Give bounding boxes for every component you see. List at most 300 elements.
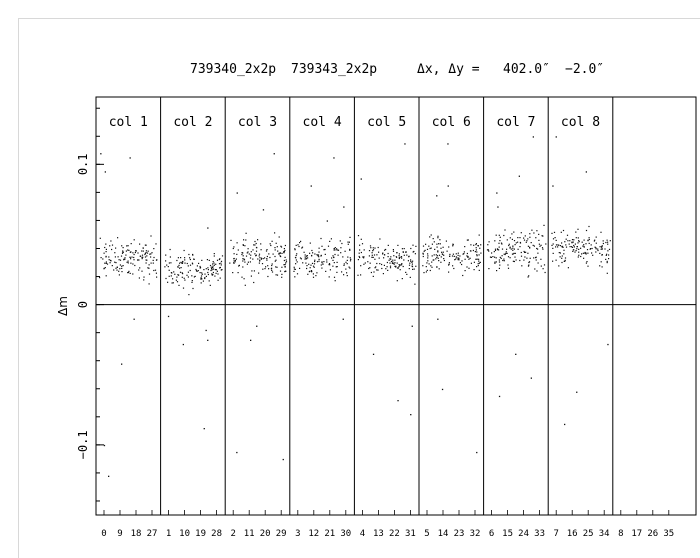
x-tick-label: 13 — [372, 529, 384, 539]
x-tick-label: 16 — [566, 529, 578, 539]
data-point — [587, 249, 588, 250]
data-point — [304, 252, 305, 253]
data-point — [235, 260, 236, 261]
data-point — [560, 256, 561, 257]
data-point — [461, 260, 462, 261]
data-point — [346, 272, 347, 273]
data-point — [551, 233, 552, 234]
data-point — [259, 255, 260, 256]
data-point — [184, 263, 185, 264]
data-point — [437, 251, 438, 252]
outlier-point — [343, 319, 344, 320]
data-point — [384, 250, 385, 251]
data-point — [432, 255, 433, 256]
data-point — [294, 248, 295, 249]
data-point — [449, 262, 450, 263]
data-point — [436, 254, 437, 255]
data-point — [561, 258, 562, 259]
panel-label: col 6 — [431, 115, 471, 130]
data-point — [600, 232, 601, 233]
data-point — [311, 271, 312, 272]
data-point — [467, 253, 468, 254]
data-point — [208, 274, 209, 275]
data-point — [323, 249, 324, 250]
data-point — [259, 257, 260, 258]
data-point — [172, 282, 173, 283]
data-point — [347, 257, 348, 258]
data-point — [437, 255, 438, 256]
data-point — [390, 256, 391, 257]
data-point — [261, 249, 262, 250]
data-point — [479, 254, 480, 255]
data-point — [468, 268, 469, 269]
data-point — [244, 278, 245, 279]
data-point — [393, 251, 394, 252]
data-point — [266, 250, 267, 251]
data-point — [306, 268, 307, 269]
outlier-point — [476, 452, 477, 453]
data-point — [578, 240, 579, 241]
data-point — [511, 233, 512, 234]
data-point — [428, 246, 429, 247]
data-point — [385, 268, 386, 269]
image-b-label: 739343_2x2p — [291, 62, 378, 77]
data-point — [570, 246, 571, 247]
data-point — [536, 230, 537, 231]
data-point — [455, 259, 456, 260]
data-point — [139, 277, 140, 278]
outlier-point — [204, 428, 205, 429]
data-point — [384, 254, 385, 255]
x-tick-label: 35 — [663, 529, 675, 539]
data-point — [568, 267, 569, 268]
data-point — [283, 252, 284, 253]
data-point — [299, 242, 300, 243]
data-point — [408, 260, 409, 261]
data-point — [537, 249, 538, 250]
data-point — [213, 269, 214, 270]
data-point — [117, 267, 118, 268]
data-point — [212, 266, 213, 267]
data-point — [465, 259, 466, 260]
data-point — [529, 247, 530, 248]
data-point — [201, 282, 202, 283]
data-point — [141, 250, 142, 251]
data-point — [340, 240, 341, 241]
data-point — [412, 264, 413, 265]
data-point — [494, 263, 495, 264]
data-point — [243, 245, 244, 246]
data-point — [150, 235, 151, 236]
data-point — [543, 225, 544, 226]
data-point — [369, 267, 370, 268]
data-point — [192, 288, 193, 289]
data-point — [359, 253, 360, 254]
data-point — [510, 257, 511, 258]
data-point — [461, 264, 462, 265]
data-point — [566, 247, 567, 248]
data-point — [274, 232, 275, 233]
data-point — [130, 273, 131, 274]
data-point — [524, 240, 525, 241]
data-point — [253, 244, 254, 245]
data-point — [105, 244, 106, 245]
data-point — [284, 260, 285, 261]
data-point — [506, 251, 507, 252]
data-point — [456, 256, 457, 257]
data-point — [479, 270, 480, 271]
data-point — [487, 249, 488, 250]
outlier-point — [343, 206, 344, 207]
data-point — [447, 251, 448, 252]
data-point — [178, 265, 179, 266]
data-point — [494, 262, 495, 263]
data-point — [266, 260, 267, 261]
x-tick-label: 31 — [404, 529, 416, 539]
data-point — [257, 258, 258, 259]
data-point — [520, 242, 521, 243]
outlier-point — [586, 171, 587, 172]
data-point — [427, 270, 428, 271]
outlier-point — [373, 354, 374, 355]
data-point — [251, 251, 252, 252]
data-point — [277, 251, 278, 252]
outlier-point — [436, 195, 437, 196]
data-point — [402, 278, 403, 279]
data-point — [230, 240, 231, 241]
data-point — [524, 251, 525, 252]
data-point — [110, 260, 111, 261]
data-point — [123, 265, 124, 266]
data-point — [201, 275, 202, 276]
data-point — [247, 252, 248, 253]
data-point — [134, 265, 135, 266]
data-point — [169, 270, 170, 271]
panel-label: col 8 — [560, 115, 601, 130]
data-point — [197, 271, 198, 272]
data-point — [190, 265, 191, 266]
data-point — [440, 243, 441, 244]
data-point — [214, 276, 215, 277]
data-point — [213, 272, 214, 273]
data-point — [143, 251, 144, 252]
data-point — [535, 237, 536, 238]
data-point — [399, 264, 400, 265]
data-point — [297, 261, 298, 262]
data-point — [188, 254, 189, 255]
data-point — [514, 249, 515, 250]
x-tick-label: 26 — [647, 529, 659, 539]
data-point — [359, 257, 360, 258]
panel-label: col 7 — [496, 115, 536, 130]
data-point — [515, 253, 516, 254]
data-point — [193, 259, 194, 260]
data-point — [538, 262, 539, 263]
outlier-point — [105, 171, 106, 172]
outlier-point — [447, 143, 448, 144]
data-point — [344, 263, 345, 264]
data-point — [587, 266, 588, 267]
data-point — [126, 245, 127, 246]
data-point — [168, 266, 169, 267]
data-point — [313, 273, 314, 274]
x-tick-label: 15 — [502, 529, 514, 539]
data-point — [260, 243, 261, 244]
data-point — [500, 237, 501, 238]
data-point — [398, 267, 399, 268]
data-point — [127, 262, 128, 263]
data-point — [321, 262, 322, 263]
data-point — [525, 235, 526, 236]
data-point — [165, 260, 166, 261]
data-point — [262, 269, 263, 270]
data-point — [334, 277, 335, 278]
data-point — [203, 269, 204, 270]
data-point — [121, 271, 122, 272]
data-point — [182, 263, 183, 264]
data-point — [452, 265, 453, 266]
data-point — [384, 265, 385, 266]
data-point — [207, 272, 208, 273]
data-point — [242, 258, 243, 259]
data-point — [145, 256, 146, 257]
data-point — [232, 272, 233, 273]
data-point — [309, 253, 310, 254]
data-point — [431, 267, 432, 268]
data-point — [478, 245, 479, 246]
x-tick-label: 21 — [324, 529, 336, 539]
data-point — [414, 284, 415, 285]
data-point — [574, 246, 575, 247]
data-point — [234, 263, 235, 264]
data-point — [397, 263, 398, 264]
data-point — [573, 249, 574, 250]
data-point — [393, 255, 394, 256]
data-point — [128, 245, 129, 246]
data-point — [506, 249, 507, 250]
data-point — [188, 276, 189, 277]
data-point — [527, 238, 528, 239]
outlier-point — [437, 319, 438, 320]
data-point — [312, 263, 313, 264]
data-point — [452, 244, 453, 245]
data-point — [348, 244, 349, 245]
data-point — [396, 252, 397, 253]
data-point — [430, 248, 431, 249]
data-point — [488, 251, 489, 252]
data-point — [478, 261, 479, 262]
data-point — [109, 259, 110, 260]
data-point — [197, 265, 198, 266]
data-point — [248, 248, 249, 249]
data-point — [558, 245, 559, 246]
data-point — [329, 276, 330, 277]
data-point — [122, 252, 123, 253]
data-point — [130, 257, 131, 258]
data-point — [200, 272, 201, 273]
data-point — [109, 245, 110, 246]
data-point — [434, 254, 435, 255]
data-point — [313, 266, 314, 267]
data-point — [267, 256, 268, 257]
data-point — [605, 259, 606, 260]
data-point — [281, 253, 282, 254]
data-point — [244, 262, 245, 263]
data-point — [468, 259, 469, 260]
data-point — [607, 250, 608, 251]
data-point — [254, 270, 255, 271]
data-point — [379, 263, 380, 264]
data-point — [329, 264, 330, 265]
data-point — [510, 237, 511, 238]
outlier-point — [412, 326, 413, 327]
x-tick-label: 0 — [101, 529, 107, 539]
data-point — [213, 263, 214, 264]
data-point — [314, 263, 315, 264]
data-point — [569, 240, 570, 241]
data-point — [387, 262, 388, 263]
data-point — [137, 252, 138, 253]
outlier-point — [556, 136, 557, 137]
data-point — [219, 267, 220, 268]
data-point — [429, 236, 430, 237]
data-point — [115, 256, 116, 257]
data-point — [106, 261, 107, 262]
data-point — [212, 274, 213, 275]
data-point — [560, 245, 561, 246]
data-point — [338, 250, 339, 251]
data-point — [369, 255, 370, 256]
outlier-point — [256, 326, 257, 327]
data-point — [248, 262, 249, 263]
data-point — [181, 267, 182, 268]
data-point — [229, 263, 230, 264]
data-point — [310, 265, 311, 266]
data-point — [408, 256, 409, 257]
data-point — [576, 237, 577, 238]
data-point — [214, 265, 215, 266]
data-point — [378, 247, 379, 248]
data-point — [190, 270, 191, 271]
data-point — [313, 277, 314, 278]
outlier-point — [607, 344, 608, 345]
data-point — [602, 248, 603, 249]
data-point — [286, 259, 287, 260]
data-point — [277, 246, 278, 247]
data-point — [114, 262, 115, 263]
data-point — [115, 268, 116, 269]
data-point — [553, 243, 554, 244]
data-point — [581, 253, 582, 254]
data-point — [296, 259, 297, 260]
data-point — [265, 266, 266, 267]
data-point — [310, 243, 311, 244]
data-point — [526, 258, 527, 259]
data-point — [164, 266, 165, 267]
data-point — [278, 253, 279, 254]
data-point — [487, 244, 488, 245]
data-point — [582, 242, 583, 243]
data-point — [238, 265, 239, 266]
data-point — [507, 264, 508, 265]
data-point — [370, 263, 371, 264]
data-point — [474, 262, 475, 263]
data-point — [516, 259, 517, 260]
data-point — [513, 232, 514, 233]
data-point — [267, 276, 268, 277]
data-point — [412, 261, 413, 262]
data-point — [147, 267, 148, 268]
data-point — [262, 263, 263, 264]
data-point — [436, 267, 437, 268]
data-point — [269, 257, 270, 258]
data-point — [191, 282, 192, 283]
data-point — [365, 262, 366, 263]
data-point — [347, 260, 348, 261]
data-point — [322, 264, 323, 265]
data-point — [538, 240, 539, 241]
data-point — [321, 246, 322, 247]
data-point — [528, 246, 529, 247]
data-point — [476, 266, 477, 267]
data-point — [201, 260, 202, 261]
data-point — [131, 243, 132, 244]
data-point — [399, 253, 400, 254]
data-point — [281, 267, 282, 268]
data-point — [358, 235, 359, 236]
data-point — [527, 253, 528, 254]
data-point — [206, 268, 207, 269]
data-point — [316, 272, 317, 273]
data-point — [474, 269, 475, 270]
data-point — [373, 257, 374, 258]
data-point — [200, 266, 201, 267]
x-tick-label: 29 — [275, 529, 287, 539]
data-point — [176, 260, 177, 261]
data-point — [318, 261, 319, 262]
data-point — [341, 271, 342, 272]
data-point — [309, 271, 310, 272]
outlier-point — [100, 153, 101, 154]
data-point — [148, 251, 149, 252]
outlier-point — [552, 185, 553, 186]
data-point — [246, 233, 247, 234]
data-point — [405, 272, 406, 273]
data-point — [499, 240, 500, 241]
data-point — [439, 255, 440, 256]
data-point — [423, 272, 424, 273]
data-point — [528, 265, 529, 266]
data-point — [321, 255, 322, 256]
data-point — [514, 240, 515, 241]
data-point — [343, 274, 344, 275]
data-point — [592, 255, 593, 256]
data-point — [314, 267, 315, 268]
data-point — [276, 274, 277, 275]
data-point — [297, 273, 298, 274]
data-point — [237, 242, 238, 243]
plot-frame — [96, 97, 696, 515]
data-point — [215, 269, 216, 270]
data-point — [198, 270, 199, 271]
data-point — [567, 235, 568, 236]
data-point — [443, 247, 444, 248]
data-point — [335, 280, 336, 281]
data-point — [359, 245, 360, 246]
data-point — [572, 239, 573, 240]
data-point — [132, 252, 133, 253]
data-point — [187, 263, 188, 264]
